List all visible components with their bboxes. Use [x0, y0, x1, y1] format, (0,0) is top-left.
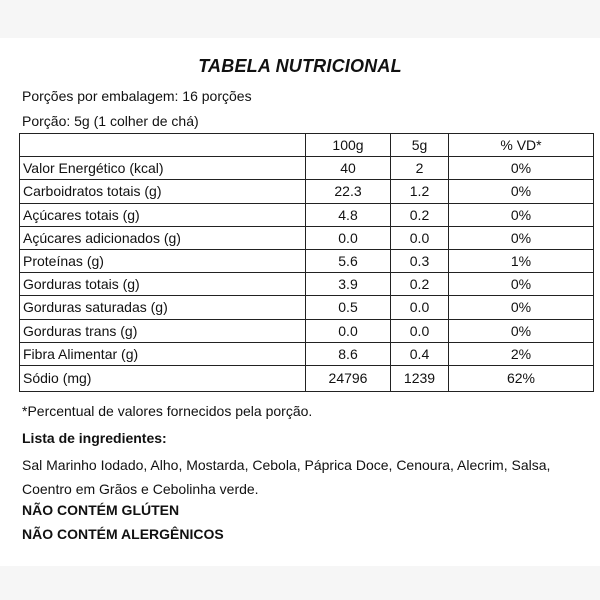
table-row — [20, 296, 594, 319]
value-100g: 0.0 — [306, 319, 391, 342]
value-5g: 2 — [391, 157, 449, 180]
value-vd: 0% — [449, 319, 594, 342]
value-5g: 1239 — [391, 365, 449, 391]
value-5g: 1.2 — [391, 180, 449, 203]
value-100g: 8.6 — [306, 342, 391, 365]
value-100g: 0.0 — [306, 226, 391, 249]
value-100g: 40 — [306, 157, 391, 180]
nutrient-name: Fibra Alimentar (g) — [20, 342, 306, 365]
value-5g: 0.0 — [391, 296, 449, 319]
nutrient-name: Sódio (mg) — [20, 365, 306, 391]
value-5g: 0.4 — [391, 342, 449, 365]
value-5g: 0.0 — [391, 226, 449, 249]
value-5g: 0.3 — [391, 249, 449, 272]
value-100g: 3.9 — [306, 273, 391, 296]
value-vd: 0% — [449, 157, 594, 180]
nutrient-name: Carboidratos totais (g) — [20, 180, 306, 203]
table-row — [20, 226, 594, 249]
value-5g: 0.0 — [391, 319, 449, 342]
serving-size: Porção: 5g (1 colher de chá) — [22, 113, 199, 129]
page-title: TABELA NUTRICIONAL — [198, 56, 402, 76]
table-row — [20, 203, 594, 226]
header-cell-100g: 100g — [306, 134, 391, 157]
value-vd: 2% — [449, 342, 594, 365]
nutrition-table — [19, 133, 594, 392]
footnote: *Percentual de valores fornecidos pela porção. — [22, 403, 313, 419]
table-row — [20, 273, 594, 296]
value-100g: 4.8 — [306, 203, 391, 226]
value-100g: 0.5 — [306, 296, 391, 319]
nutrient-name: Gorduras trans (g) — [20, 319, 306, 342]
gluten-warning: NÃO CONTÉM GLÚTEN — [22, 502, 180, 518]
value-vd: 62% — [449, 365, 594, 391]
value-vd: 0% — [449, 296, 594, 319]
value-vd: 0% — [449, 203, 594, 226]
value-vd: 0% — [449, 226, 594, 249]
table-row — [20, 342, 594, 365]
value-vd: 1% — [449, 249, 594, 272]
nutrient-name: Açúcares totais (g) — [20, 203, 306, 226]
nutrient-name: Valor Energético (kcal) — [20, 157, 306, 180]
table-row — [20, 249, 594, 272]
value-100g: 24796 — [306, 365, 391, 391]
allergen-warning: NÃO CONTÉM ALERGÊNICOS — [22, 526, 224, 542]
value-100g: 5.6 — [306, 249, 391, 272]
header-cell-5g: 5g — [391, 134, 449, 157]
servings-per-package: Porções por embalagem: 16 porções — [22, 88, 252, 104]
table-row — [20, 319, 594, 342]
table-row — [20, 365, 594, 391]
nutrient-name: Proteínas (g) — [20, 249, 306, 272]
table-row — [20, 180, 594, 203]
table-row — [20, 157, 594, 180]
nutrient-name: Açúcares adicionados (g) — [20, 226, 306, 249]
table-header-row — [20, 134, 594, 157]
value-5g: 0.2 — [391, 203, 449, 226]
ingredients-text: Sal Marinho Iodado, Alho, Mostarda, Cebola, Páprica Doce, Cenoura, Alecrim, Salsa, Coentro em Grãos e Cebolinha verde. — [22, 457, 551, 497]
value-5g: 0.2 — [391, 273, 449, 296]
value-vd: 0% — [449, 180, 594, 203]
nutrient-name: Gorduras totais (g) — [20, 273, 306, 296]
nutrient-name: Gorduras saturadas (g) — [20, 296, 306, 319]
nutrition-label — [0, 38, 600, 566]
header-cell-vd: % VD* — [449, 134, 594, 157]
value-100g: 22.3 — [306, 180, 391, 203]
value-vd: 0% — [449, 273, 594, 296]
header-cell-nutrient — [20, 134, 306, 157]
ingredients-title: Lista de ingredientes: — [22, 430, 167, 446]
